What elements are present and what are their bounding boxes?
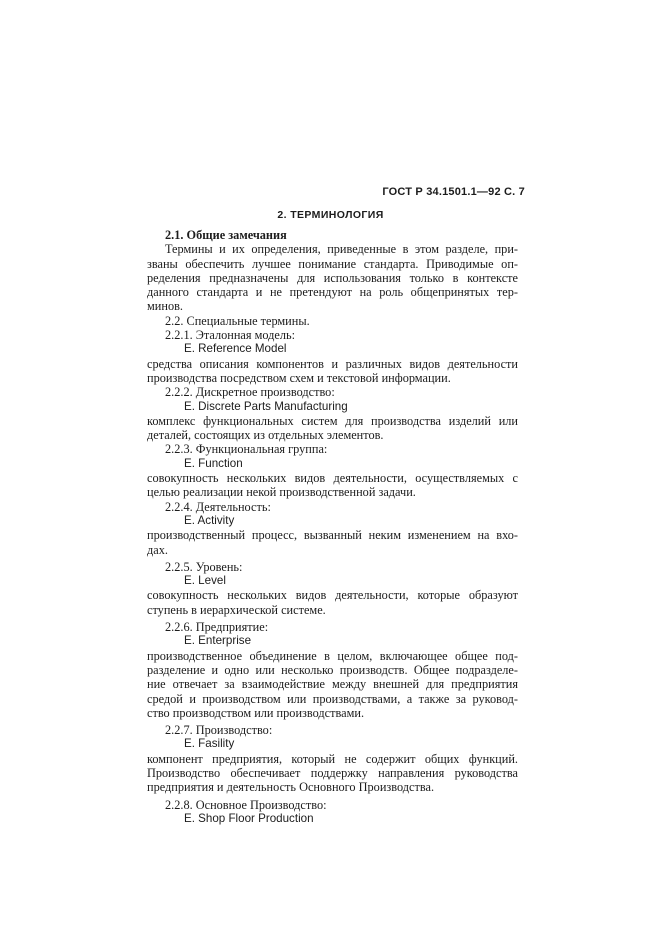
definition-line: предприятия и деятельность Основного Производства. [147,780,435,795]
term-number: 2.2.6. Предприятие: [165,620,269,635]
term-entry [147,442,518,499]
term-number: 2.2.3. Функциональная группа: [165,442,328,457]
definition-line: ние отвечает за взаимодействие между внешней для предприятия [147,677,518,692]
term-entry [147,328,518,385]
term-number: 2.2.1. Эталонная модель: [165,328,296,343]
term-entry [147,500,518,557]
term-entry [147,560,518,617]
section-body [147,228,518,826]
definition-line: средой и производством или производствами, а также за руковод- [147,691,518,706]
definition-line: комплекс функциональных систем для производства изделий или [147,413,518,428]
definition-line: средства описания компонентов и различных видов деятельности [147,356,518,371]
definition-line: производства посредством схем и текстовой информации. [147,370,451,385]
definition-line: Производство обеспечивает поддержку направления руководства [147,765,518,780]
term-number: 2.2.2. Дискретное производство: [165,385,335,400]
paragraph-line: Термины и их определения, приведенные в этом разделе, при- [165,242,518,257]
definition-line: дах. [147,542,168,557]
term-entry [147,798,518,827]
term-english: E. Activity [184,513,235,527]
definition-line: компонент предприятия, который не содержит общих функций. [147,751,518,766]
paragraph-line: ределения предназначены для использования только в контексте [147,270,518,285]
definition-line: ство производством или производствами. [147,705,365,720]
term-english: E. Level [184,574,226,588]
definition-line: совокупность нескольких видов деятельности, осуществляемых с [147,471,518,486]
term-entry [147,385,518,442]
definition-line: производственное объединение в целом, включающее общее под- [147,648,518,663]
term-english: E. Fasility [184,737,235,751]
term-entry [147,723,518,794]
term-english: E. Discrete Parts Manufacturing [184,399,348,413]
definition-line: производственный процесс, вызванный неким изменением на вхо- [147,528,518,543]
term-number: 2.2.8. Основное Производство: [165,797,327,812]
section-title: 2. ТЕРМИНОЛОГИЯ [277,209,384,221]
subsection-heading: 2.1. Общие замечания [165,228,287,242]
definition-line: деталей, состоящих из отдельных элементов. [147,428,384,443]
term-entry [147,620,518,720]
term-number: 2.2.7. Производство: [165,723,273,738]
definition-line: совокупность нескольких видов деятельности, которые образуют [147,588,518,603]
standard-header: ГОСТ Р 34.1501.1—92 С. 7 [382,186,525,198]
paragraph-line: минов. [147,299,183,314]
paragraph-line: званы обеспечить лучшее понимание стандарта. Приводимые оп- [147,256,518,271]
paragraph-line: данного стандарта и не претендуют на роль общепринятых тер- [147,285,518,300]
term-english: E. Reference Model [184,342,287,356]
term-number: 2.2.5. Уровень: [165,559,243,574]
definition-line: разделение и одно или несколько производств. Общее подразделе- [147,662,518,677]
subsection-heading: 2.2. Специальные термины. [165,313,310,328]
term-english: E. Shop Floor Production [184,811,314,825]
definition-line: ступень в иерархической системе. [147,602,326,617]
term-english: E. Enterprise [184,634,252,648]
definition-line: целью реализации некой производственной задачи. [147,485,416,500]
general-paragraph [147,242,518,313]
term-number: 2.2.4. Деятельность: [165,499,271,514]
term-english: E. Function [184,456,243,470]
